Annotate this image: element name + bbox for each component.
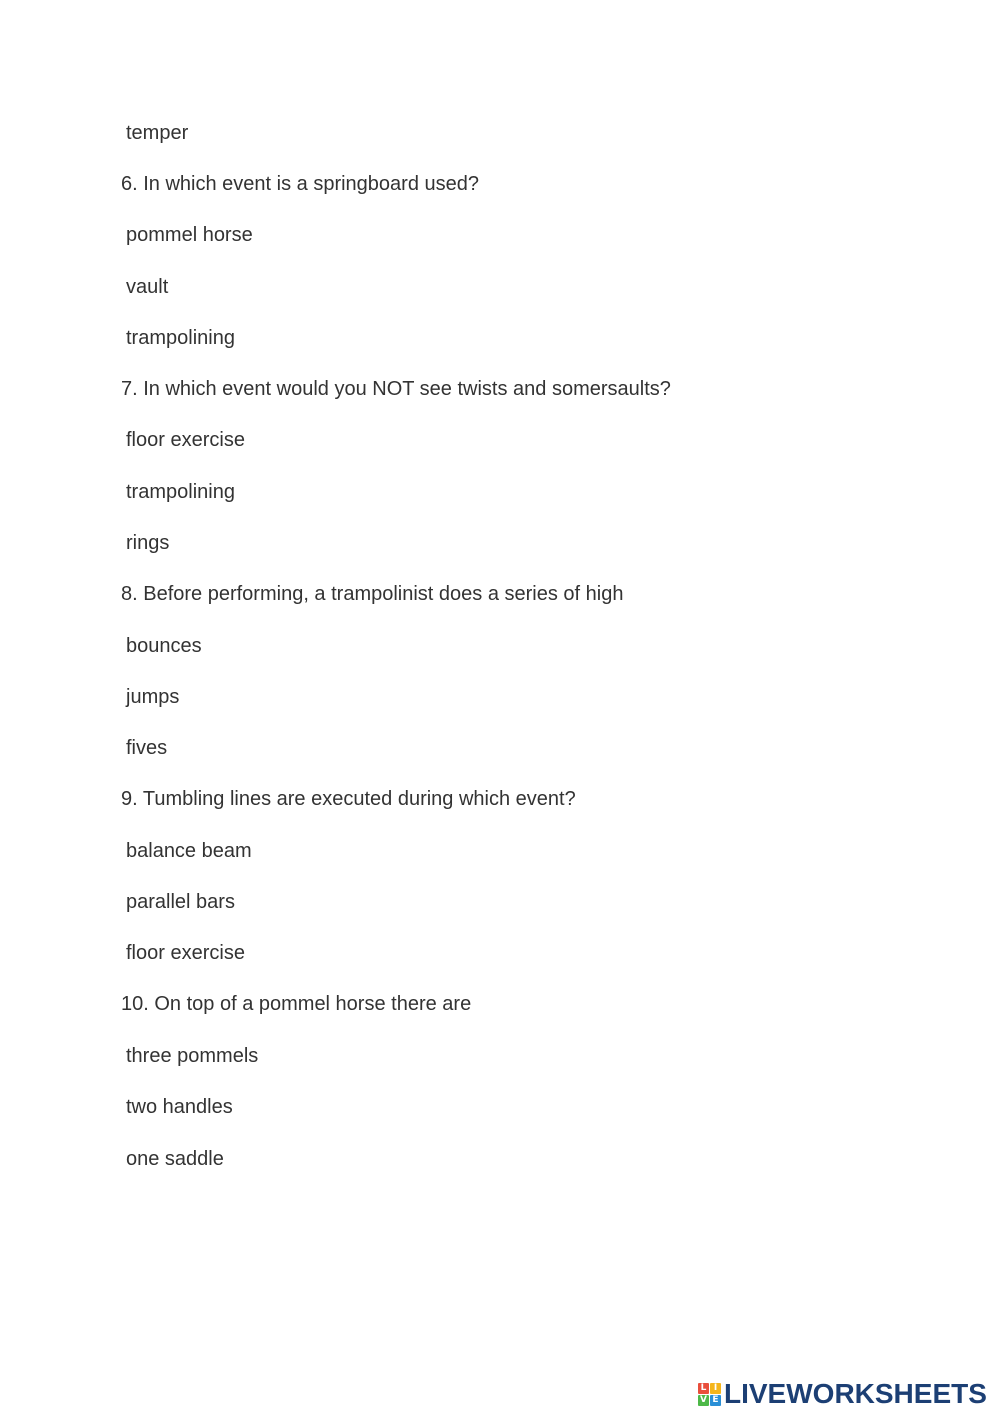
logo-tile-i: I xyxy=(710,1383,721,1394)
option-vault[interactable]: vault xyxy=(126,276,169,298)
question-9: 9. Tumbling lines are executed during which event? xyxy=(121,788,576,810)
option-floor-exercise[interactable]: floor exercise xyxy=(126,429,245,451)
option-temper[interactable]: temper xyxy=(126,122,189,144)
option-rings[interactable]: rings xyxy=(126,532,170,554)
option-two-handles[interactable]: two handles xyxy=(126,1096,233,1118)
option-pommel-horse[interactable]: pommel horse xyxy=(126,224,253,246)
option-one-saddle[interactable]: one saddle xyxy=(126,1148,224,1170)
option-balance-beam[interactable]: balance beam xyxy=(126,840,252,862)
option-floor-exercise[interactable]: floor exercise xyxy=(126,942,245,964)
liveworksheets-logo xyxy=(698,1378,987,1410)
option-jumps[interactable]: jumps xyxy=(126,686,180,708)
logo-tile-v: V xyxy=(698,1395,709,1406)
liveworksheets-wordmark: LIVEWORKSHEETS xyxy=(724,1378,987,1409)
liveworksheets-logo-icon xyxy=(698,1383,721,1406)
logo-tile-l: L xyxy=(698,1383,709,1394)
question-6: 6. In which event is a springboard used? xyxy=(121,173,479,195)
option-three-pommels[interactable]: three pommels xyxy=(126,1045,259,1067)
option-parallel-bars[interactable]: parallel bars xyxy=(126,891,235,913)
question-8: 8. Before performing, a trampolinist does a series of high xyxy=(121,583,624,605)
option-trampolining[interactable]: trampolining xyxy=(126,327,235,349)
option-trampolining[interactable]: trampolining xyxy=(126,481,235,503)
option-fives[interactable]: fives xyxy=(126,737,168,759)
option-bounces[interactable]: bounces xyxy=(126,635,202,657)
question-7: 7. In which event would you NOT see twists and somersaults? xyxy=(121,378,671,400)
question-10: 10. On top of a pommel horse there are xyxy=(121,993,472,1015)
logo-tile-e: E xyxy=(710,1395,721,1406)
